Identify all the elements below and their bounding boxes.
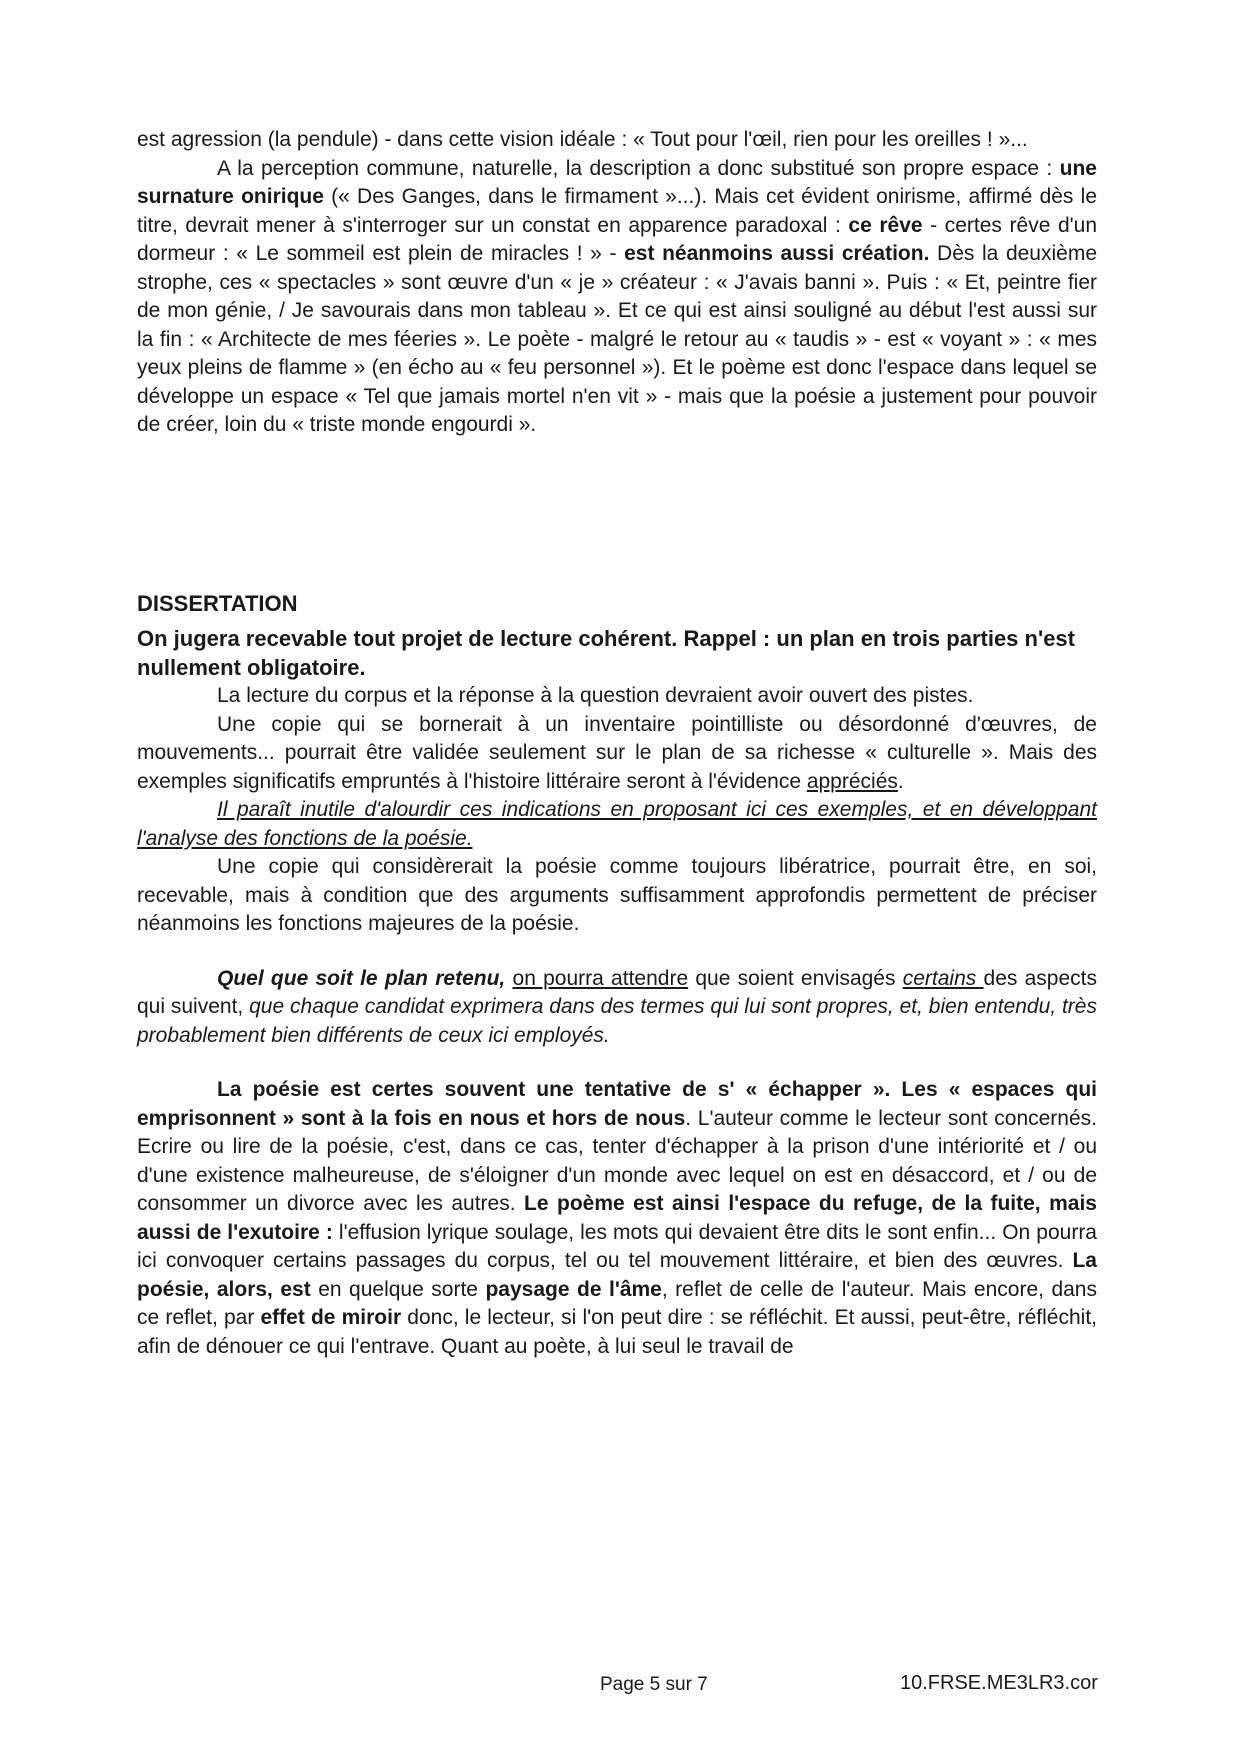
intro-paragraph: A la perception commune, naturelle, la description a donc substitué son propre espace : une surnature onirique (« Des Ganges, dans le firmament »...). Mais cet évident onirisme, affirmé dès le titre, devrait mener à s'interroger sur un constat en apparence paradoxal : ce rêve - certes rêve d'un dormeur : « Le sommeil est plein de miracles ! » - est néanmoins aussi création. Dès la deuxième strophe, ces « spectacles » sont œuvre d'un « je » créateur : « J'avais banni ». Puis : « Et, peintre fier de mon génie, / Je savourais dans mon tableau ». Et ce qui est ainsi souligné au début l'est aussi sur la fin : « Architecte de mes féeries ». Le poète - malgré le retour au « taudis » - est « voyant » : « mes yeux pleins de flamme » (en écho au « feu personnel »). Et le poème est donc l'espace dans lequel se développe un espace « Tel que jamais mortel n'en vit » - mais que la poésie a justement pour pouvoir de créer, loin du « triste monde engourdi ». [137, 156, 1098, 436]
paragraph-plan: Quel que soit le plan retenu, on pourra attendre que soient envisagés certains des aspects qui suivent, que chaque candidat exprimera dans des termes qui lui sont propres, et, bien entendu, très probablement bien différents de ceux ici employés. [137, 966, 1097, 1047]
page-number: Page 5 sur 7 [600, 1674, 708, 1695]
paragraph-note: Il paraît inutile d'alourdir ces indications en proposant ici ces exemples, et en développant l'analyse des fonctions de la poésie. [137, 798, 1097, 850]
paragraph-echapper: La poésie est certes souvent une tentative de s' « échapper ». Les « espaces qui emprisonnent » sont à la fois en nous et hors de nous. L'auteur comme le lecteur sont concernés. Ecrire ou lire de la poésie, c'est, dans ce cas, tenter d'échapper à la prison d'une intériorité et / ou d'une existence malheureuse, de s'éloigner d'un monde avec lequel on est en désaccord, et / ou de consommer un divorce avec les autres. Le poème est ainsi l'espace du refuge, de la fuite, mais aussi de l'exutoire : l'effusion lyrique soulage, les mots qui devaient être dits le sont enfin... On pourra ici convoquer certains passages du corpus, tel ou tel mouvement littéraire, et bien des œuvres. La poésie, alors, est en quelque sorte paysage de l'âme, reflet de celle de l'auteur. Mais encore, dans ce reflet, par effet de miroir donc, le lecteur, si l'on peut dire : se réfléchit. Et aussi, peut-être, réfléchit, afin de dénouer ce qui l'entrave. Quant au poète, à lui seul le travail de [137, 1078, 1097, 1358]
paragraph-inventaire: Une copie qui se bornerait à un inventaire pointilliste ou désordonné d'œuvres, de mouvements... pourrait être validée seulement sur le plan de sa richesse « culturelle ». Mais des exemples significatifs empruntés à l'histoire littéraire seront à l'évidence appréciés. [137, 712, 1097, 793]
paragraph-pistes: La lecture du corpus et la réponse à la question devraient avoir ouvert des pistes. [217, 684, 974, 707]
intro-line: est agression (la pendule) - dans cette vision idéale : « Tout pour l'œil, rien pour les oreilles ! »... [137, 128, 1028, 151]
section-heading: DISSERTATION [137, 591, 298, 616]
paragraph-liberatrice: Une copie qui considèrerait la poésie comme toujours libératrice, pourrait être, en soi, recevable, mais à condition que des arguments suffisamment approfondis permettent de préciser néanmoins les fonctions majeures de la poésie. [137, 855, 1097, 935]
intro-section [137, 126, 1097, 440]
document-reference: 10.FRSE.ME3LR3.cor [900, 1672, 1098, 1694]
dissertation-section [137, 624, 1097, 1361]
lead-paragraph: On jugera recevable tout projet de lecture cohérent. Rappel : un plan en trois parties n'est nullement obligatoire. [137, 626, 1075, 680]
